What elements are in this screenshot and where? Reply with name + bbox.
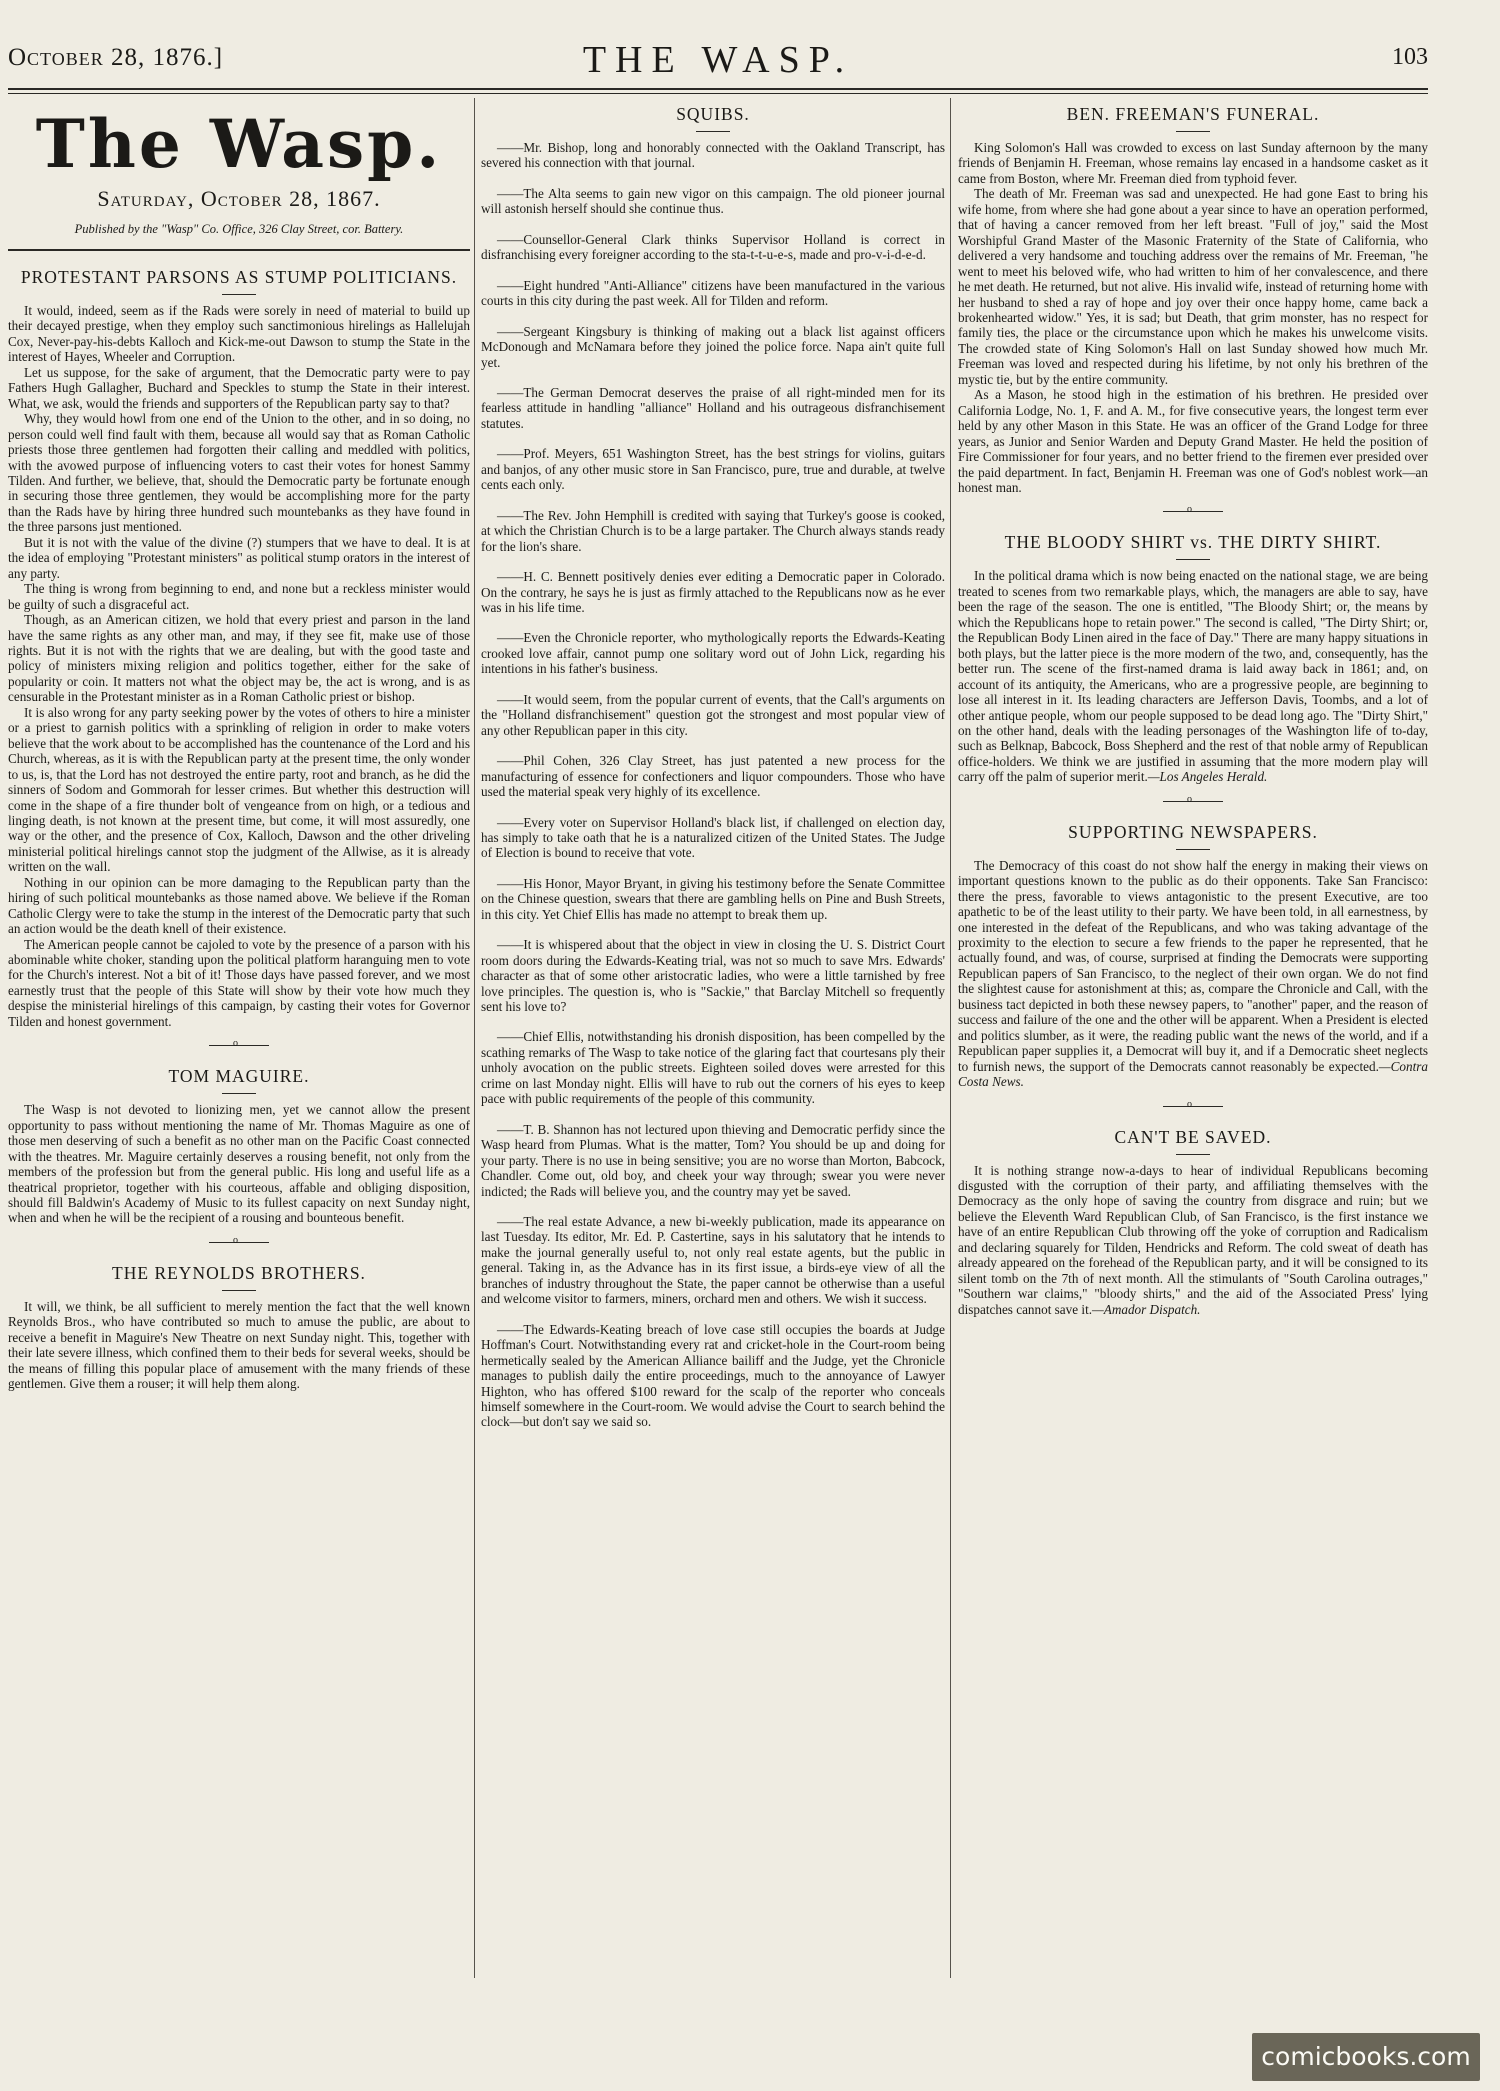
section-separator: [1163, 793, 1223, 808]
article-heading: SQUIBS.: [676, 104, 750, 124]
squib-item: [481, 1322, 945, 1430]
squib-item: [481, 385, 945, 431]
masthead-date: Saturday, October 28, 1867.: [97, 186, 381, 211]
page-number: 103: [1392, 44, 1428, 70]
article-paragraph: [958, 858, 1428, 1090]
article-paragraph: [958, 1163, 1428, 1318]
newspaper-title: THE WASP.: [582, 39, 854, 81]
heading-rule: [222, 1093, 256, 1094]
section-separator: [1163, 504, 1223, 518]
article-paragraph: Though, as an American citizen, we hold that every priest and parson in the land have the same rights as any other man, and may, if they see fit, make use of those rights. But it is not with the rights that we are dealing, but with the good taste and policy of ministers mixing religion and politics together, either for the sake of popularity or coin. It matters not what the object may be, the act is wrong, and is as censurable in the Protestant minister as in a Roman Catholic priest or bishop.: [8, 612, 470, 705]
article-heading: THE BLOODY SHIRT vs. THE DIRTY SHIRT.: [1004, 532, 1382, 553]
paragraph-text: It is nothing strange now-a-days to hear of individual Republicans becoming disgusted with the corruption of their party, and affiliating themselves with the Democracy as the only hope of saving the country from disgrace and ruin; but we believe the Eleventh Ward Republican Club, of San Francisco, is the first instance we have of an entire Republican Club throwing off the yoke of corruption and Radicalism and declaring squarely for Tilden, Hendricks and Reform. The cold sweat of death has already appeared on the forehead of the Republican party, and it will be consigned to its silent tomb on the 7th of next month. All the stimulants of "South Carolina outrages," "Southern war claims," "bloody shirts," and the aid of the Associated Press' lying dispatches cannot save it.: [958, 1162, 1428, 1317]
separator-mark: o: [1187, 504, 1192, 516]
paragraph-text: The Democracy of this coast do not show half the energy in making their views on important questions known to the public as do their opponents. Take San Francisco: there the press, favorable to views antagonistic to the present Executive, are too apathetic to be of the least utility to their party. We have been told, in all earnestness, by one interested in the defeat of the Republicans, and who was taking advantage of the proximity to the election to secure a few friends to the paper he represented, that he actually found, and was, of course, surprised at finding the Democrats were supporting Republican papers of San Francisco, to the neglect of their own organ. We do not find the slightest cause for astonishment at this; as, compare the Chronicle and Call, with the business tact depicted in both these newsey papers, to "another" paper, and the reason of success and failure of the one and the other will be apparent. When a President is elected and politics slumber, as it were, the reading public want the news of the world, and if a Republican paper supplies it, a Democrat will buy it, and if a Democratic sheet neglects to furnish news, the support of the Democrats cannot reasonably be expected.: [958, 857, 1428, 1074]
heading-rule: [1176, 849, 1210, 850]
squib-item: [481, 569, 945, 615]
squib-text: ——It would seem, from the popular current of events, that the Call's arguments on the "Holland disfranchisement" question got the strongest and most popular view of any other Republican paper in this city.: [481, 691, 945, 738]
article-freeman-funeral: [958, 104, 1428, 495]
article-paragraph: It is also wrong for any party seeking power by the votes of others to hire a minister or a priest to garnish politics with a sprinkling of religion in order to make voters believe that the work about to be accomplished has the countenance of the Lord and his Church, whereas, as it is with the Republican party at the present time, the only wonder to us, is, that the Lord has not destroyed the entire party, root and branch, as he did the sinners of Sodom and Gommorah for lesser crimes. But whether this destruction will come in the shape of a fire thunder bolt of vengeance from on high, or a tedious and linging death, is not known at the present time, but come, it will most assuredly, one way or the other, and the presence of Cox, Kalloch, Dawson and the other driveling ministerial political hirelings cannot stop the judgment of the Allwise, as it is already written on the wall.: [8, 704, 470, 875]
squib-item: [481, 232, 945, 263]
squib-text: ——Every voter on Supervisor Holland's black list, if challenged on election day, has simply to take oath that he is a naturalized citizen of the United States. The Judge of Election is bound to receive that vote.: [481, 814, 945, 861]
header-rule: [8, 88, 1428, 94]
column-2: [481, 104, 945, 1984]
squib-item: [481, 630, 945, 676]
squib-item: [481, 692, 945, 738]
squib-text: ——Counsellor-General Clark thinks Supervisor Holland is correct in disfranchising every foreigner according to the sta-t-t-u-e-s, made and pro-v-i-d-e-d.: [481, 231, 945, 263]
squib-item: [481, 278, 945, 309]
squib-text: ——Chief Ellis, notwithstanding his dronish disposition, has been compelled by the scathing remarks of The Wasp to take notice of the glaring fact that courtesans ply their unholy avocation on the public streets. Eighteen soiled doves were arrested for this crime on last Monday night. Ellis will have to rub out the corners of his eyes to keep pace with public requirements of the people of this community.: [481, 1029, 945, 1107]
column-divider: [474, 98, 475, 1978]
squib-text: ——T. B. Shannon has not lectured upon thieving and Democratic perfidy since the Wasp heard from Plumas. What is the matter, Tom? You should be up and doing for your party. There is no use in being sensitive; you are no worse than Morton, Babcock, Chandler. Come out, old boy, and cheek your way through; swear you were never indicted; the Rads will believe you, and the country may yet be saved.: [481, 1121, 945, 1199]
article-heading: TOM MAGUIRE.: [168, 1066, 310, 1087]
article-heading: CAN'T BE SAVED.: [1114, 1126, 1272, 1147]
heading-rule: [696, 131, 730, 132]
article-reynolds-brothers: [8, 1263, 470, 1392]
squib-text: ——The Edwards-Keating breach of love case still occupies the boards at Judge Hoffman's Court. Notwithstanding every rat and cricket-hole in the Court-room being hermetically sealed by the American Alliance bailiff and the Judge, yet the Chronicle manages to publish daily the entire proceedings, much to the annoyance of Lawyer Highton, who has offered $100 reward for the scalp of the reporter who conceals himself somewhere in the Court-room. We would advise the Court to search behind the clock—but don't say we said so.: [481, 1321, 945, 1430]
squib-item: [481, 508, 945, 554]
squib-text: ——Sergeant Kingsbury is thinking of making out a black list against officers McDonough and McNamara before they joined the police force. Napa ain't quite full yet.: [481, 323, 945, 370]
squib-text: ——The German Democrat deserves the praise of all right-minded men for its fearless attitude in handling "alliance" Holland and his outrageous disfranchisement statutes.: [481, 384, 945, 431]
squib-text: ——H. C. Bennett positively denies ever editing a Democratic paper in Colorado. On the contrary, he says he is just as firmly attached to the Republicans now as he ever was in his life time.: [481, 569, 945, 615]
heading-rule: [222, 294, 256, 295]
article-paragraph: The American people cannot be cajoled to vote by the presence of a parson with his abominable white choker, standing upon the political platform haranguing men to vote for the Church's interest. Not a bit of it! Those days have passed forever, and we most earnestly trust that the people of this State will show by their vote how much they despise the ministerial hirelings of this campaign, by casting their votes for Governor Tilden and honest government.: [8, 936, 470, 1029]
separator-mark: o: [1187, 1098, 1192, 1110]
column-1: [8, 104, 470, 1984]
squib-text: ——His Honor, Mayor Bryant, in giving his testimony before the Senate Committee on the Chinese question, swears that there are gambling hells on Pine and Bush Streets, in this city. Yet Chief Ellis has made no attempt to break them up.: [481, 875, 945, 922]
article-paragraph: It would, indeed, seem as if the Rads were sorely in need of material to build up their decayed prestige, when they employ such sanctimonious hirelings as Hallelujah Cox, Never-pay-his-debts Kalloch and Kick-me-out Dawson to stump the State in the interest of Hayes, Wheeler and Corruption.: [8, 303, 470, 365]
squib-text: ——Mr. Bishop, long and honorably connected with the Oakland Transcript, has severed his connection with that journal.: [481, 140, 945, 171]
section-separator: [209, 1234, 269, 1249]
squib-text: ——Eight hundred "Anti-Alliance" citizens have been manufactured in the various courts in this city during the past week. All for Tilden and reform.: [481, 277, 945, 309]
column-divider: [950, 98, 951, 1978]
squib-item: [481, 140, 945, 171]
heading-rule: [1176, 559, 1210, 560]
source-credit: —Contra Costa News.: [958, 1058, 1428, 1090]
article-paragraph: King Solomon's Hall was crowded to excess on last Sunday afternoon by the many friends of Benjamin H. Freeman, whose remains lay encased in a handsome casket as it came from Boston, where Mr. Freeman died from typhoid fever.: [958, 140, 1428, 186]
article-supporting-newspapers: [958, 822, 1428, 1090]
squib-item: [481, 1029, 945, 1106]
squib-text: ——The real estate Advance, a new bi-weekly publication, made its appearance on last Tuesday. Its editor, Mr. Ed. P. Castertine, says in his salutatory that he intends to make the journal generally useful to, not only real estate agents, but the public in general. Taking in, as the Advance has in its first issue, a birds-eye view of all the branches of industry throughout the State, the paper cannot be otherwise than a useful and welcome visitor to farmers, miners, orchard men and others. We wish it success.: [481, 1214, 945, 1307]
heading-rule: [1176, 131, 1210, 132]
article-paragraph: But it is not with the value of the divine (?) stumpers that we have to deal. It is at the idea of employing "Protestant ministers" as political stump orators in the interest of any party.: [8, 534, 470, 581]
running-head: [8, 38, 1428, 82]
article-protestant-parsons: [8, 267, 470, 1029]
article-paragraph: Why, they would howl from one end of the Union to the other, and in so doing, no person could well find fault with them, because all would say that as Roman Catholic priests those three gentlemen had forgotten their calling and meddled with politics, with the avowed purpose of influencing voters to cast their votes for honest Sammy Tilden. And further, we believe, that, should the Democratic party be fortunate enough in securing those three gentlemen, they would be accomplishing more for the party than the Rads have by hiring three hundred such mountebanks as they have found in the three parsons just mentioned.: [8, 411, 470, 535]
article-paragraph: Nothing in our opinion can be more damaging to the Republican party than the hiring of such political mountebanks as those named above. We believe if the Roman Catholic Clergy were to take the stump in the interest of the Democratic party that such an action would be the death knell of their existence.: [8, 874, 470, 937]
masthead: [8, 104, 470, 251]
publisher-line: Published by the "Wasp" Co. Office, 326 Clay Street, cor. Battery.: [74, 222, 404, 236]
masthead-title: The Wasp.: [35, 105, 443, 183]
squib-item: [481, 186, 945, 217]
separator-mark: o: [233, 1038, 238, 1050]
article-bloody-shirt: [958, 532, 1428, 784]
squib-text: ——The Rev. John Hemphill is credited with saying that Turkey's goose is cooked, at which the Christian Church is to be a large partaker. The Church always stands ready for the lion's share.: [481, 507, 945, 554]
article-paragraph: As a Mason, he stood high in the estimation of his brethren. He presided over California Lodge, No. 1, F. and A. M., for five consecutive years, the longest term ever held by any other Mason in this State. He was an officer of the Grand Lodge for three years, as Junior and Senior Warden and Deputy Grand Master. He held the position of Fire Commissioner for four years, and no better friend to the firemen ever presided over the paid department. In fact, Benjamin H. Freeman was one of God's noblest work—an honest man.: [958, 387, 1428, 495]
source-credit: —Amador Dispatch.: [1092, 1301, 1201, 1317]
article-tom-maguire: [8, 1066, 470, 1226]
squib-item: [481, 876, 945, 922]
article-paragraph: The thing is wrong from beginning to end, and none but a reckless minister would be guilty of such a disgraceful act.: [8, 581, 470, 612]
separator-mark: o: [1187, 793, 1192, 805]
squib-text: ——Phil Cohen, 326 Clay Street, has just patented a new process for the manufacturing of essence for confectioners and liquor compounders. Those who have used the material speak very highly of its excellence.: [481, 753, 945, 800]
article-heading: THE REYNOLDS BROTHERS.: [112, 1262, 366, 1283]
squib-item: [481, 1122, 945, 1199]
article-heading: BEN. FREEMAN'S FUNERAL.: [1066, 104, 1320, 124]
article-heading: PROTESTANT PARSONS AS STUMP POLITICIANS.: [20, 267, 458, 287]
section-separator: [209, 1038, 269, 1052]
issue-date: October 28, 1876.]: [8, 44, 224, 71]
source-credit: —Los Angeles Herald.: [1147, 769, 1268, 785]
squib-text: ——The Alta seems to gain new vigor on this campaign. The old pioneer journal will astonish herself should she continue thus.: [481, 185, 945, 217]
squib-item: [481, 815, 945, 861]
paragraph-text: In the political drama which is now being enacted on the national stage, we are being treated to scenes from two remarkable plays, which, the managers are able to say, have been the rage of the season. The one is entitled, "The Bloody Shirt; or, the means by which the Republicans hope to retain power." The second is called, "The Dirty Shirt; or, the Republican Body Linen aired in the face of Day." There are many happy situations in both plays, but the latter piece is the more modern of the two, and, consequently, has the better run. The scene of the first-named drama is laid away back in 1861; and, on account of its antiquity, the Americans, who are a progressive people, are beginning to lose all interest in it. Its leading characters are Jefferson Davis, Toombs, and a lot of other antique people, whom our people supposed to be dead long ago. The "Dirty Shirt," on the other hand, deals with the leading personages of the Washington life of to-day, such as Belknap, Babcock, Boss Shepherd and the rest of that noble army of Republican office-holders. We think we are justified in assuming that the more modern play will carry off the palm of superior merit.: [958, 568, 1428, 785]
article-paragraph: It will, we think, be all sufficient to merely mention the fact that the well known Reynolds Bros., who have contributed so much to amuse the public, are about to receive a benefit in Maguire's New Theatre on next Sunday night. This, together with their late severe illness, which confined them to their beds for several weeks, should be the means of filling this popular place of amusement with the many friends of these gentlemen. Give them a rouser; it will help them along.: [8, 1298, 470, 1392]
article-cant-be-saved: [958, 1127, 1428, 1318]
section-separator: [1163, 1098, 1223, 1113]
watermark-badge: comicbooks.com: [1252, 2033, 1480, 2081]
squib-item: [481, 324, 945, 370]
article-paragraph: Let us suppose, for the sake of argument, that the Democratic party were to pay Fathers Hugh Gallagher, Buchard and Speckles to stump the State in their interest. What, we ask, would the friends and supporters of the Republican party say to that?: [8, 364, 470, 411]
squib-text: ——It is whispered about that the object in view in closing the U. S. District Court room doors during the Edwards-Keating trial, was not so much to save Mrs. Edwards' character as that of some other aristocratic ladies, who were a little tarnished by free love principles. The question is, who is "Sackie," that Barclay Mitchell so frequently sent his love to?: [481, 937, 945, 1015]
squib-text: ——Even the Chronicle reporter, who mythologically reports the Edwards-Keating crooked love affair, cannot pump one solitary word out of John Lick, regarding his intentions in his father's business.: [481, 630, 945, 677]
separator-mark: o: [233, 1234, 238, 1246]
article-heading: SUPPORTING NEWSPAPERS.: [1068, 821, 1318, 842]
heading-rule: [1176, 1154, 1210, 1155]
squib-item: [481, 937, 945, 1014]
article-paragraph: [958, 568, 1428, 784]
masthead-rule: [8, 249, 470, 251]
heading-rule: [222, 1290, 256, 1291]
article-paragraph: The Wasp is not devoted to lionizing men, yet we cannot allow the present opportunity to pass without mentioning the name of Mr. Thomas Maguire as one of those men deserving of such a benefit as no other man on the Pacific Coast connected with the theatres. Mr. Maguire certainly deserves a rousing benefit, not only from the members of the profession but from the general public. His long and useful life as a theatrical proprietor, together with his courteous, affable and obliging disposition, should fill Baldwin's Academy of Music to its fullest capacity on next Sunday night, when and when he will be the recipient of a rousing and bounteous benefit.: [8, 1102, 470, 1226]
article-paragraph: The death of Mr. Freeman was sad and unexpected. He had gone East to bring his wife home, from where she had gone about a year since to have an operation performed, that of having a cancer removed from her left breast. "Full of joy," said the Most Worshipful Grand Master of the Masonic Fraternity of the State of California, who delivered a very handsome and touching address over the remains of Mr. Freeman, "he went to meet his beloved wife, who had written to him of her convalescence, and there he met death. He returned, but not alive. His invalid wife, instead of returning home with her husband to shed a ray of hope and joy over their once happy home, came back a brokenhearted widow." Yes, it is sad; but Death, that grim monster, has no respect for family ties, the place or the circumstance upon which he makes his unwelcome visits. The crowded state of King Solomon's Hall on last Sunday showed how much Mr. Freeman was loved and respected during his lifetime, by not only his brethren of the mystic tie, but by the entire community.: [958, 186, 1428, 387]
squib-item: [481, 753, 945, 799]
squib-text: ——Prof. Meyers, 651 Washington Street, has the best strings for violins, guitars and banjos, of any other music store in San Francisco, pure, true and durable, at twelve cents each only.: [481, 446, 945, 493]
column-3: [958, 104, 1428, 1984]
squib-item: [481, 1214, 945, 1307]
squib-item: [481, 446, 945, 492]
